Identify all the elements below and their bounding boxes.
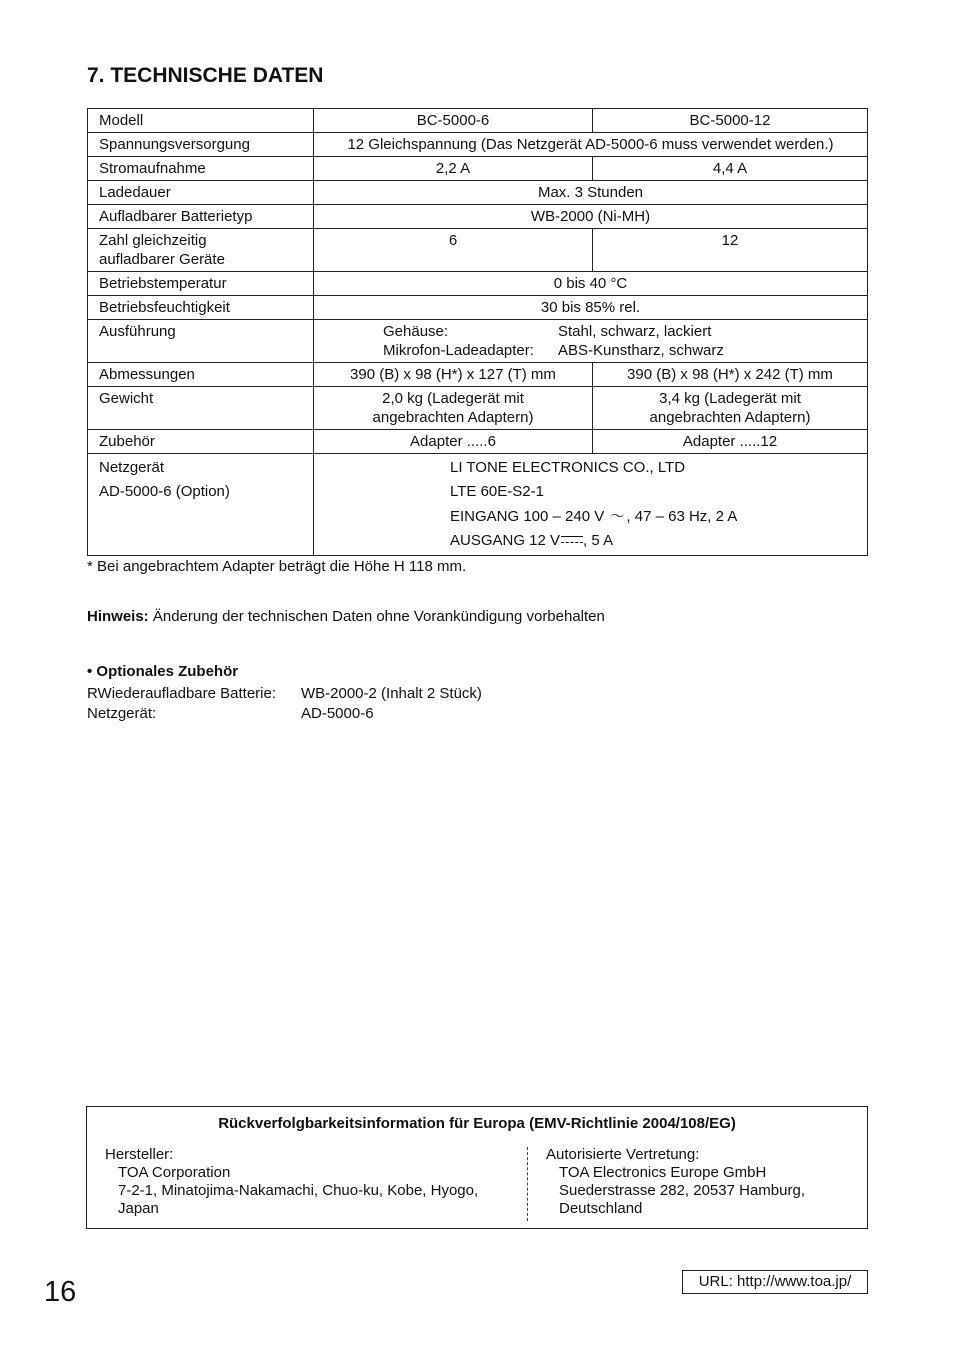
cell-value: Adapter .....6 — [314, 430, 593, 454]
row-label-line: aufladbarer Geräte — [99, 251, 225, 268]
row-label: Zubehör — [88, 430, 314, 454]
row-label: Aufladbarer Batterietyp — [88, 205, 314, 229]
footnote: * Bei angebrachtem Adapter beträgt die Höhe H 118 mm. — [87, 558, 467, 575]
page-title: 7. TECHNISCHE DATEN — [87, 64, 324, 87]
finish-case-label: Gehäuse: — [383, 323, 449, 340]
cell-value: Max. 3 Stunden — [314, 181, 868, 205]
cell-value: 2,2 A — [314, 157, 593, 181]
table-row — [88, 430, 868, 454]
optional-heading: • Optionales Zubehör — [87, 663, 239, 680]
cell-value: 12 — [593, 229, 868, 272]
cell-value — [593, 387, 868, 430]
optional-row — [87, 705, 374, 722]
finish-cell — [314, 320, 868, 363]
row-label — [88, 454, 314, 556]
hint-text: Änderung der technischen Daten ohne Vorankündigung vorbehalten — [148, 608, 605, 625]
table-row — [88, 296, 868, 320]
cell-value: 390 (B) x 98 (H*) x 242 (T) mm — [593, 363, 868, 387]
row-label-line: Zahl gleichzeitig — [99, 232, 207, 249]
row-label: Stromaufnahme — [88, 157, 314, 181]
representative-block — [546, 1146, 856, 1218]
table-row — [88, 387, 868, 430]
cell-value: BC-5000-12 — [593, 109, 868, 133]
cell-value: 4,4 A — [593, 157, 868, 181]
optional-row — [87, 685, 482, 702]
table-row — [88, 157, 868, 181]
cell-value — [314, 387, 593, 430]
table-row — [88, 181, 868, 205]
cell-value: 6 — [314, 229, 593, 272]
optional-label: RWiederaufladbare Batterie: — [87, 685, 276, 702]
psu-output-text: AUSGANG 12 V — [450, 532, 561, 549]
row-label-line: Netzgerät — [99, 459, 165, 476]
row-label: Betriebstemperatur — [88, 272, 314, 296]
row-label: Abmessungen — [88, 363, 314, 387]
row-label-line: AD-5000-6 (Option) — [99, 483, 230, 500]
representative-name: TOA Electronics Europe GmbH — [559, 1164, 767, 1181]
manufacturer-address: Japan — [118, 1200, 159, 1217]
row-label: Betriebsfeuchtigkeit — [88, 296, 314, 320]
row-label: Gewicht — [88, 387, 314, 430]
table-row — [88, 229, 868, 272]
manufacturer-block — [105, 1146, 515, 1218]
finish-case-value: Stahl, schwarz, lackiert — [558, 323, 712, 340]
ac-symbol-icon: 〜 — [610, 508, 625, 524]
optional-value: AD-5000-6 — [301, 705, 374, 722]
psu-input-text: EINGANG 100 – 240 V — [450, 508, 605, 525]
table-row — [88, 205, 868, 229]
row-label: Spannungsversorgung — [88, 133, 314, 157]
table-row — [88, 109, 868, 133]
cell-value: 30 bis 85% rel. — [314, 296, 868, 320]
manufacturer-name: TOA Corporation — [118, 1164, 231, 1181]
optional-label: Netzgerät: — [87, 705, 157, 722]
page-number: 16 — [44, 1276, 77, 1308]
row-label: Ausführung — [88, 320, 314, 363]
manufacturer-address: 7-2-1, Minatojima-Nakamachi, Chuo-ku, Kobe, Hyogo, — [118, 1182, 479, 1199]
cell-line: angebrachten Adaptern) — [372, 409, 534, 426]
spec-table — [87, 108, 868, 556]
cell-line: angebrachten Adaptern) — [649, 409, 811, 426]
row-label: Ladedauer — [88, 181, 314, 205]
table-row — [88, 320, 868, 363]
representative-label: Autorisierte Vertretung: — [546, 1146, 700, 1163]
psu-model: LTE 60E-S2-1 — [450, 483, 544, 500]
psu-output-text: , 5 A — [583, 532, 614, 549]
representative-address: Deutschland — [559, 1200, 643, 1217]
finish-adapter-value: ABS-Kunstharz, schwarz — [558, 342, 724, 359]
row-label: Modell — [88, 109, 314, 133]
psu-input-text: , 47 – 63 Hz, 2 A — [626, 508, 738, 525]
finish-adapter-label: Mikrofon-Ladeadapter: — [383, 342, 534, 359]
cell-line: 2,0 kg (Ladegerät mit — [382, 390, 524, 407]
optional-value: WB-2000-2 (Inhalt 2 Stück) — [301, 685, 482, 702]
cell-value: Adapter .....12 — [593, 430, 868, 454]
divider — [527, 1147, 528, 1221]
psu-input — [450, 504, 867, 529]
cell-value: 12 Gleichspannung (Das Netzgerät AD-5000-6 muss verwendet werden.) — [314, 133, 868, 157]
hint — [87, 608, 605, 625]
table-row — [88, 363, 868, 387]
emv-info-box — [86, 1106, 868, 1229]
table-row — [88, 133, 868, 157]
psu-maker: LI TONE ELECTRONICS CO., LTD — [450, 459, 686, 476]
cell-value: WB-2000 (Ni-MH) — [314, 205, 868, 229]
cell-value: BC-5000-6 — [314, 109, 593, 133]
emv-title: Rückverfolgbarkeitsinformation für Europa (EMV-Richtlinie 2004/108/EG) — [218, 1115, 736, 1132]
cell-line: 3,4 kg (Ladegerät mit — [659, 390, 801, 407]
cell-value: 390 (B) x 98 (H*) x 127 (T) mm — [314, 363, 593, 387]
dc-symbol-icon — [561, 535, 583, 547]
row-label — [88, 229, 314, 272]
url-box: URL: http://www.toa.jp/ — [682, 1270, 868, 1294]
representative-address: Suederstrasse 282, 20537 Hamburg, — [559, 1182, 805, 1199]
psu-cell — [314, 454, 868, 556]
cell-value: 0 bis 40 °C — [314, 272, 868, 296]
table-row — [88, 454, 868, 556]
table-row — [88, 272, 868, 296]
manufacturer-label: Hersteller: — [105, 1146, 174, 1163]
psu-output — [450, 529, 867, 553]
hint-label: Hinweis: — [87, 608, 149, 625]
